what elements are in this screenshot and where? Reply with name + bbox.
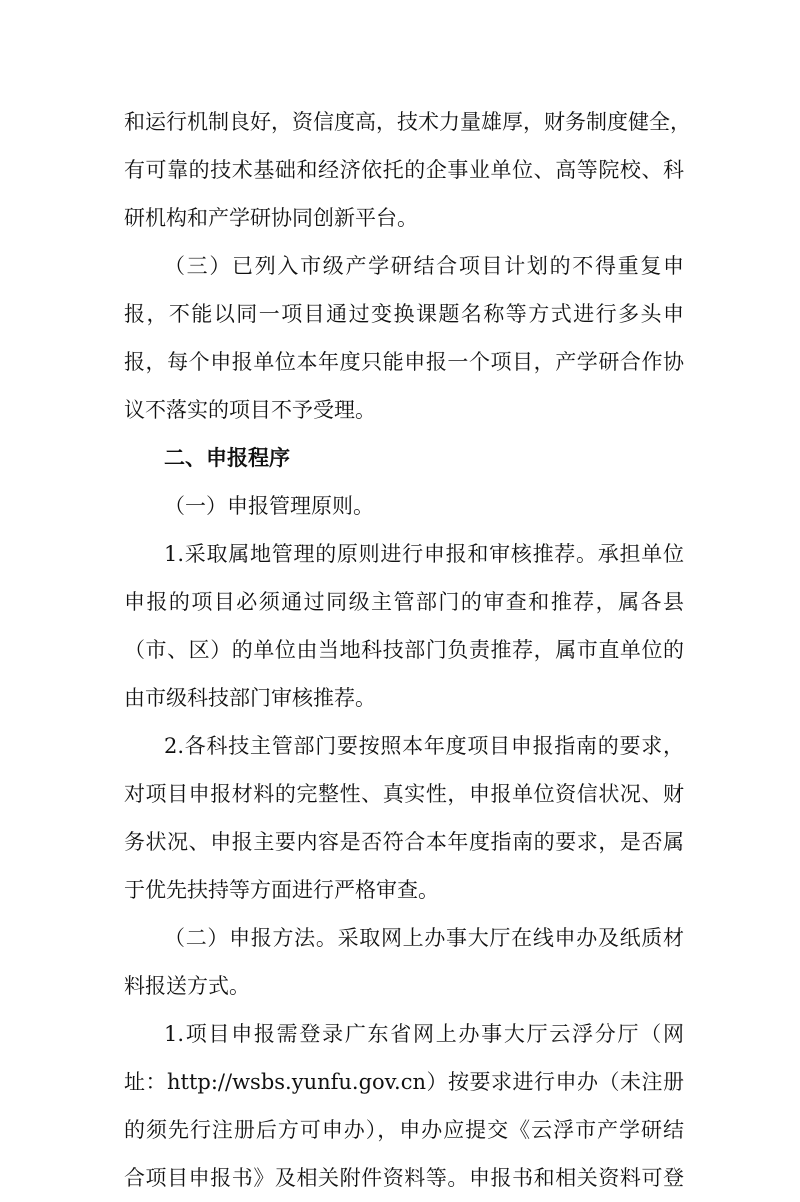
- paragraph-line: 对项目申报材料的完整性、真实性，申报单位资信状况、财: [124, 782, 684, 806]
- paragraph-line: 和运行机制良好，资信度高，技术力量雄厚，财务制度健全，: [124, 110, 691, 134]
- paragraph-line: 合项目申报书》及相关附件资料等。申报书和相关资料可登: [124, 1166, 684, 1190]
- paragraph-line: 于优先扶持等方面进行严格审查。: [124, 878, 439, 902]
- paragraph-line: 议不落实的项目不予受理。: [124, 398, 376, 422]
- paragraph-line: 由市级科技部门审核推荐。: [124, 686, 376, 710]
- paragraph-line: 研机构和产学研协同创新平台。: [124, 206, 418, 230]
- paragraph-line: 报，每个申报单位本年度只能申报一个项目，产学研合作协: [124, 350, 684, 374]
- paragraph-line-with-url: 址：http://wsbs.yunfu.gov.cn）按要求进行申办（未注册: [124, 1070, 684, 1094]
- paragraph-line: 报，不能以同一项目通过变换课题名称等方式进行多头申: [124, 302, 684, 326]
- document-body: [124, 98, 691, 1202]
- paragraph-line: 务状况、申报主要内容是否符合本年度指南的要求，是否属: [124, 830, 684, 854]
- paragraph-line: 的须先行注册后方可申办），申办应提交《云浮市产学研结: [124, 1118, 684, 1142]
- paragraph-line: （三）已列入市级产学研结合项目计划的不得重复申: [164, 254, 684, 278]
- paragraph-line: 申报的项目必须通过同级主管部门的审查和推荐，属各县: [124, 590, 684, 614]
- subsection-heading: （一）申报管理原则。: [164, 494, 374, 518]
- paragraph-line: 1.项目申报需登录广东省网上办事大厅云浮分厅（网: [164, 1022, 684, 1046]
- paragraph-line: 1.采取属地管理的原则进行申报和审核推荐。承担单位: [164, 542, 684, 566]
- paragraph-line: 有可靠的技术基础和经济依托的企事业单位、高等院校、科: [124, 158, 684, 182]
- paragraph-line: 2.各科技主管部门要按照本年度项目申报指南的要求，: [164, 734, 684, 758]
- section-heading: 二、申报程序: [164, 446, 290, 470]
- paragraph-line: 料报送方式。: [124, 974, 250, 998]
- paragraph-line: （二）申报方法。采取网上办事大厅在线申办及纸质材: [164, 926, 684, 950]
- paragraph-line: （市、区）的单位由当地科技部门负责推荐，属市直单位的: [124, 638, 684, 662]
